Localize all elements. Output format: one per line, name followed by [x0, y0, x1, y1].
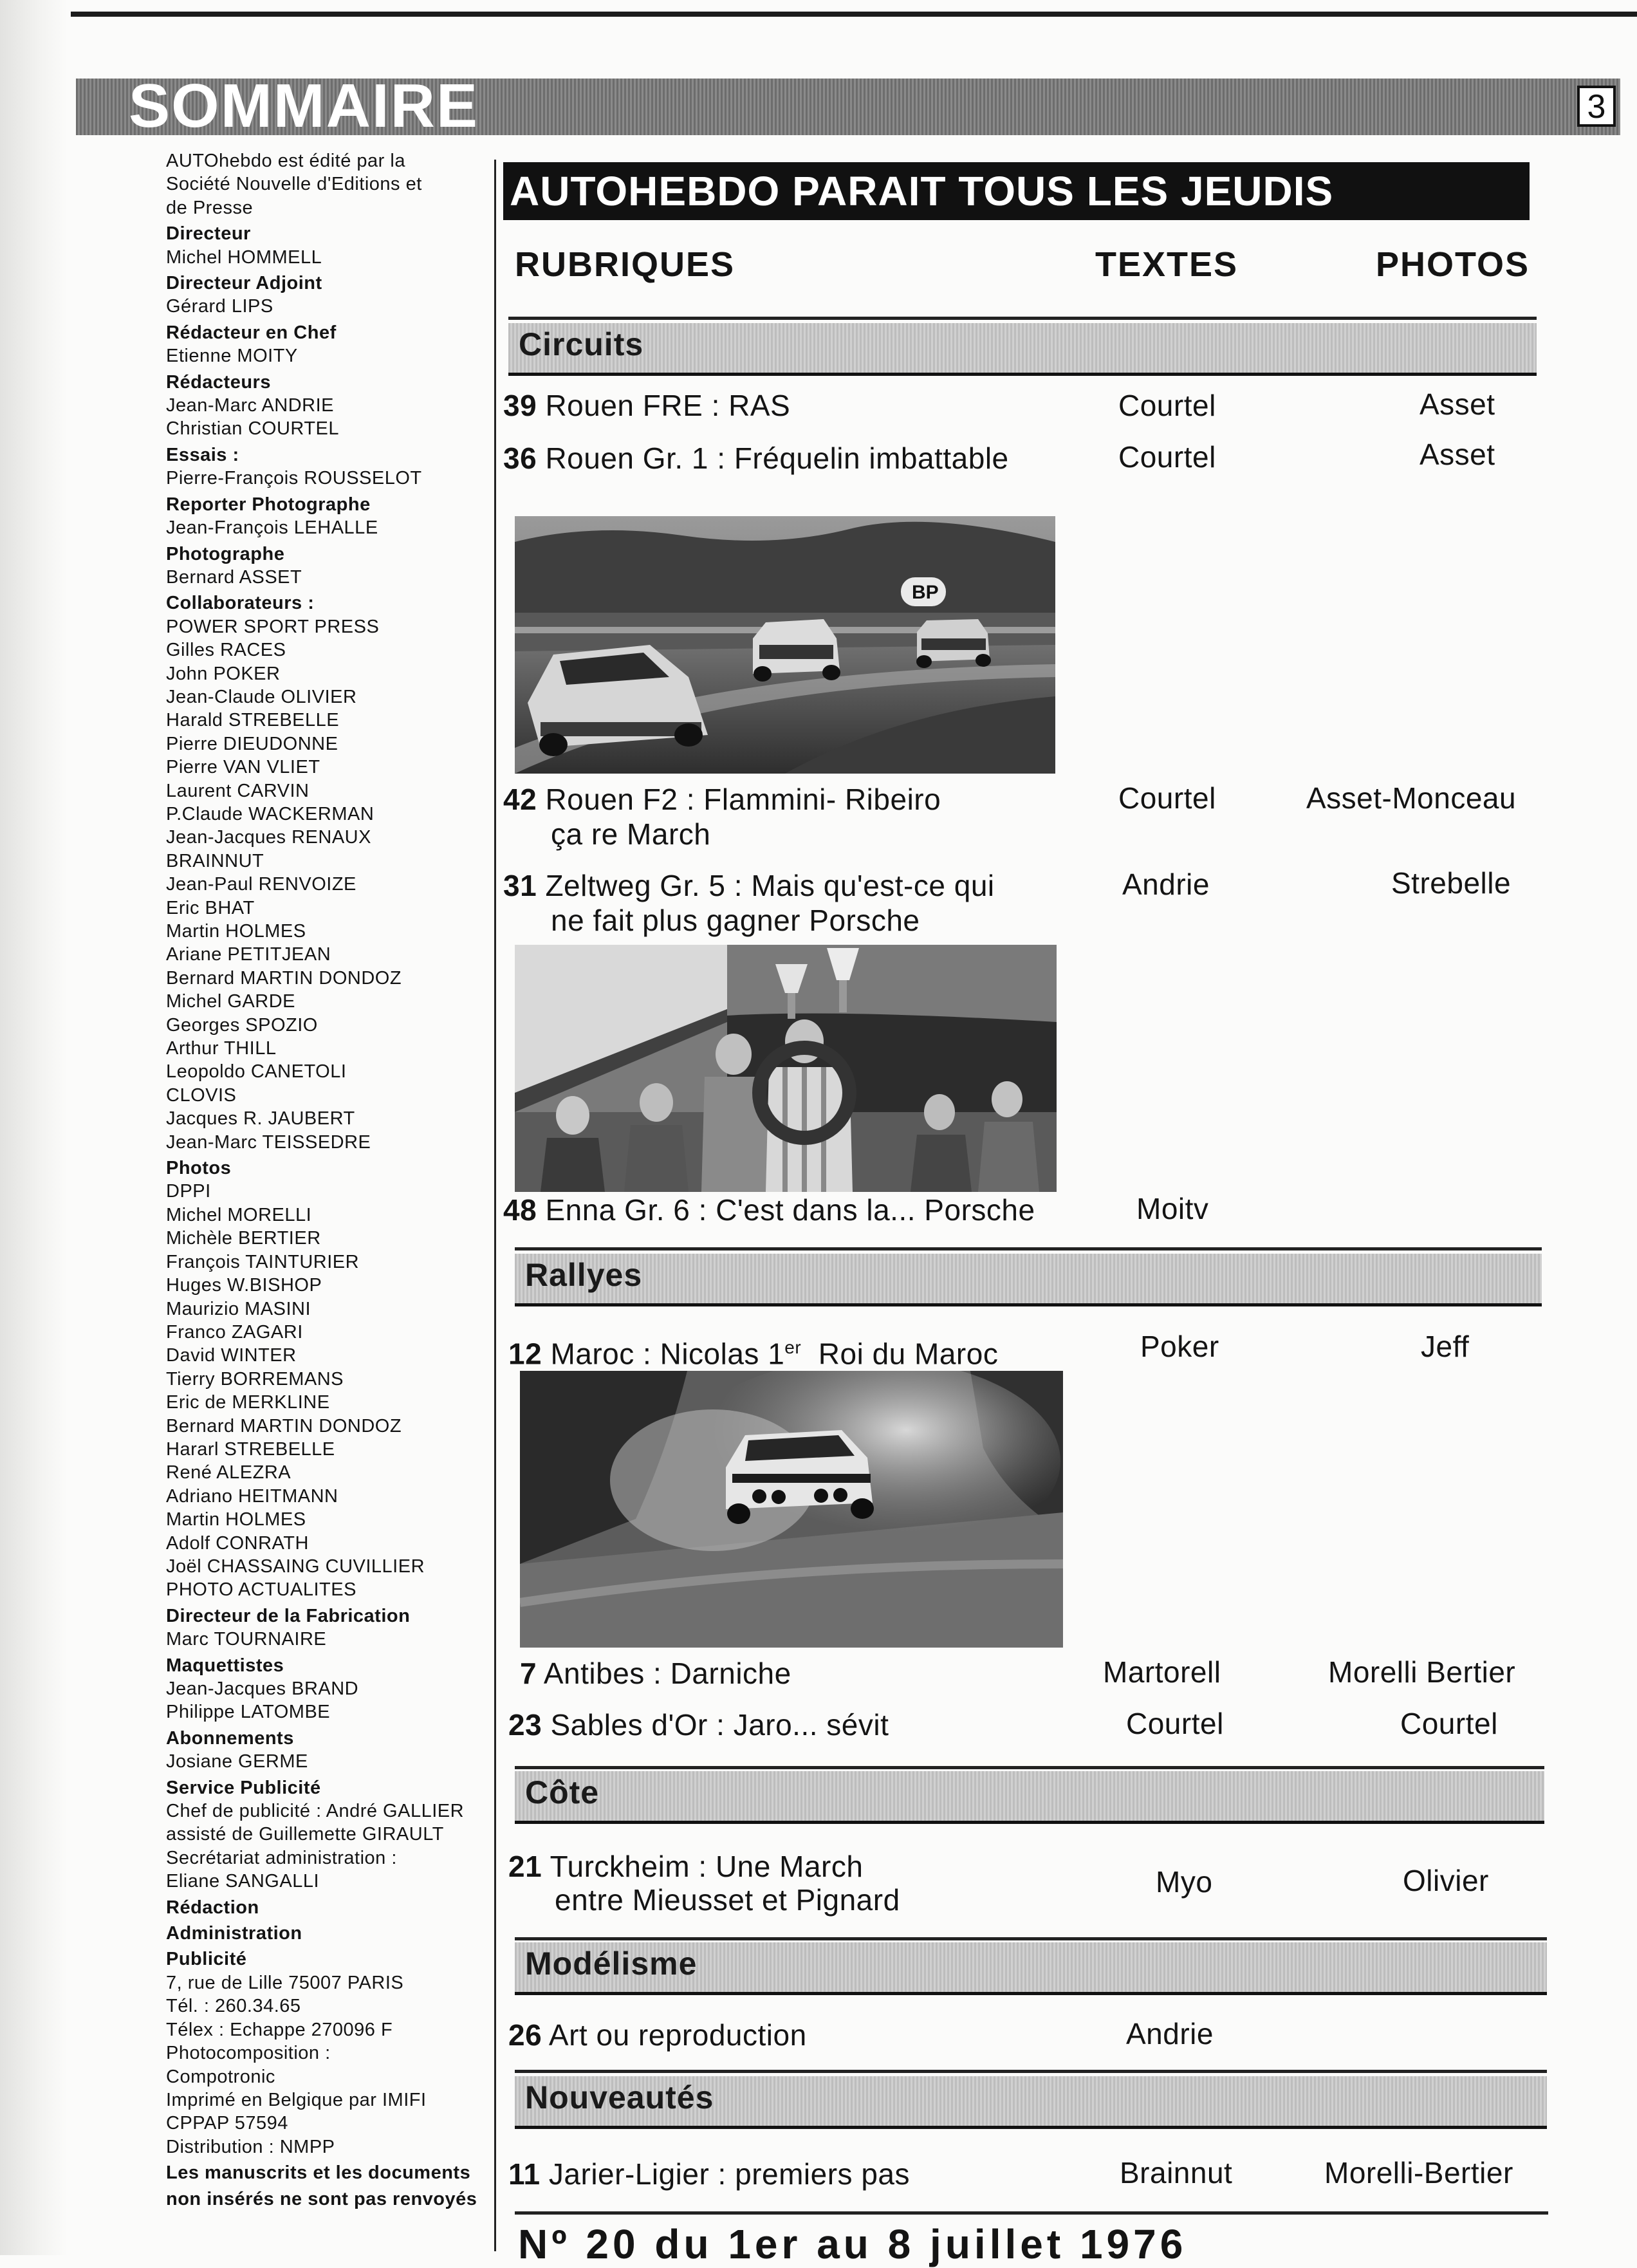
section-rule — [515, 1937, 1547, 1940]
page-ref: 26 — [508, 2018, 542, 2052]
staff-line: Josiane GERME — [166, 1751, 308, 1772]
section-circuits[interactable] — [508, 323, 1537, 376]
staff-line: DPPI — [166, 1181, 211, 1202]
staff-role: non insérés ne sont pas renvoyés — [166, 2188, 477, 2209]
entry-title: Jarier-Ligier : premiers pas — [548, 2157, 910, 2191]
staff-line: Jacques R. JAUBERT — [166, 1108, 355, 1129]
staff-line: Michel GARDE — [166, 991, 295, 1012]
staff-line: Distribution : NMPP — [166, 2136, 335, 2157]
staff-line: John POKER — [166, 663, 281, 684]
entry-photographer: Asset — [1420, 438, 1495, 471]
entry-author: Andrie — [1126, 2017, 1214, 2050]
staff-role: Collaborateurs : — [166, 593, 315, 614]
masthead-staff-list — [166, 149, 501, 2211]
staff-line: Eric de MERKLINE — [166, 1392, 330, 1413]
entry-photographer: Courtel — [1400, 1707, 1498, 1740]
staff-line: Joël CHASSAING CUVILLIER — [166, 1556, 425, 1577]
entry-author: Martorell — [1103, 1655, 1221, 1689]
staff-line: Secrétariat administration : — [166, 1847, 397, 1868]
staff-line: David WINTER — [166, 1345, 297, 1366]
staff-line: Adolf CONRATH — [166, 1532, 309, 1554]
staff-line: Tél. : 260.34.65 — [166, 1996, 301, 2017]
section-title: Rallyes — [525, 1257, 643, 1293]
entry-author: Poker — [1140, 1330, 1219, 1363]
entry-title: Antibes : Darniche — [543, 1657, 791, 1690]
staff-role: Photos — [166, 1158, 232, 1179]
entry-title: Maroc : Nicolas 1 — [550, 1337, 785, 1371]
entry-title-line2: ne fait plus gagner Porsche — [551, 904, 920, 937]
staff-line: Jean-Marc TEISSEDRE — [166, 1131, 371, 1153]
staff-line: P.Claude WACKERMAN — [166, 803, 375, 824]
staff-role: Rédaction — [166, 1897, 259, 1918]
entry-title-line2: entre Mieusset et Pignard — [555, 1883, 900, 1917]
entry-author: Courtel — [1118, 389, 1216, 422]
staff-line: Hararl STREBELLE — [166, 1438, 335, 1460]
staff-role: Administration — [166, 1923, 302, 1944]
bp-sign-text: BP — [912, 582, 939, 603]
page-ref: 31 — [503, 869, 537, 902]
staff-line: Photocomposition : — [166, 2043, 331, 2064]
staff-line: BRAINNUT — [166, 850, 264, 871]
staff-line: Philippe LATOMBE — [166, 1702, 331, 1723]
staff-line: Gilles RACES — [166, 640, 286, 661]
staff-line: Jean-François LEHALLE — [166, 517, 378, 539]
staff-role: Photographe — [166, 543, 285, 564]
staff-line: Jean-Jacques RENAUX — [166, 827, 371, 848]
entry-author: Courtel — [1118, 781, 1216, 815]
section-cote[interactable] — [515, 1771, 1544, 1824]
photo-maroc-rally — [520, 1371, 1063, 1648]
staff-line: AUTOhebdo est édité par la — [166, 151, 405, 171]
staff-line: Martin HOLMES — [166, 1509, 306, 1530]
entry-title-superscript: er — [784, 1337, 802, 1357]
staff-role: Directeur de la Fabrication — [166, 1605, 411, 1626]
entry-title: Rouen FRE : RAS — [545, 389, 791, 422]
staff-line: Télex : Echappe 270096 F — [166, 2019, 393, 2040]
entry-author: Andrie — [1122, 868, 1210, 901]
staff-line: Chef de publicité : André GALLIER — [166, 1801, 465, 1822]
entry-title: Art ou reproduction — [548, 2018, 807, 2052]
staff-line: René ALEZRA — [166, 1462, 291, 1483]
entry-title: Sables d'Or : Jaro... sévit — [550, 1708, 889, 1742]
staff-line: Pierre DIEUDONNE — [166, 733, 338, 754]
entry-title: Enna Gr. 6 : C'est dans la... Porsche — [545, 1193, 1035, 1227]
header-rule — [508, 317, 1537, 320]
staff-line: Bernard MARTIN DONDOZ — [166, 967, 402, 989]
staff-line: PHOTO ACTUALITES — [166, 1579, 356, 1601]
staff-role: Maquettistes — [166, 1655, 284, 1676]
entry-photographer: Strebelle — [1391, 866, 1512, 900]
staff-role: Les manuscrits et les documents — [166, 2162, 471, 2184]
top-rule — [71, 12, 1637, 17]
staff-line: Arthur THILL — [166, 1038, 277, 1059]
staff-line: Huges W.BISHOP — [166, 1275, 322, 1296]
section-rule — [515, 1766, 1544, 1769]
staff-line: Harald STREBELLE — [166, 710, 340, 731]
page-number: 3 — [1577, 86, 1616, 127]
toc-entry[interactable] — [508, 1848, 863, 1884]
staff-line: Société Nouvelle d'Editions et — [166, 174, 422, 195]
staff-line: François TAINTURIER — [166, 1251, 360, 1272]
entry-photographer: Asset-Monceau — [1306, 781, 1517, 815]
photo-zeltweg-podium — [515, 945, 1057, 1192]
entry-photographer: Jeff — [1421, 1330, 1470, 1363]
section-title: Circuits — [519, 326, 644, 362]
section-title: Côte — [525, 1774, 600, 1810]
footer-rule — [515, 2211, 1548, 2215]
column-divider — [494, 160, 496, 2251]
entry-title-end: Roi du Maroc — [818, 1337, 999, 1371]
staff-line: Jean-Paul RENVOIZE — [166, 874, 356, 895]
entry-photographer: Olivier — [1403, 1864, 1489, 1897]
entry-photographer: Morelli-Bertier — [1324, 2156, 1513, 2189]
toc-entry[interactable] — [508, 2017, 807, 2053]
staff-line: Laurent CARVIN — [166, 780, 310, 801]
issue-footer: Nº 20 du 1er au 8 juillet 1976 — [518, 2221, 1187, 2267]
section-rule — [515, 1247, 1542, 1250]
staff-line: CPPAP 57594 — [166, 2113, 288, 2134]
staff-role: Reporter Photographe — [166, 494, 371, 515]
section-rule — [515, 2070, 1547, 2073]
staff-line: POWER SPORT PRESS — [166, 616, 380, 637]
entry-title: Rouen F2 : Flammini- Ribeiro — [545, 783, 941, 816]
entry-author: Brainnut — [1120, 2156, 1233, 2189]
page-ref: 23 — [508, 1708, 542, 1742]
entry-author: Courtel — [1118, 440, 1216, 474]
page-ref: 48 — [503, 1193, 537, 1227]
staff-line: Jean-Claude OLIVIER — [166, 686, 357, 707]
staff-role: Essais : — [166, 444, 239, 465]
staff-line: Leopoldo CANETOLI — [166, 1061, 347, 1083]
staff-role: Publicité — [166, 1949, 247, 1970]
section-rallyes[interactable] — [515, 1254, 1542, 1306]
staff-line: Jean-Marc ANDRIE — [166, 395, 335, 416]
section-title: Modélisme — [525, 1946, 698, 1982]
toc-entry[interactable] — [503, 1192, 1035, 1228]
staff-role: Directeur — [166, 223, 251, 245]
staff-line: Tierry BORREMANS — [166, 1368, 344, 1390]
staff-line: de Presse — [166, 197, 254, 218]
staff-line: Michel HOMMELL — [166, 246, 322, 268]
staff-line: Eliane SANGALLI — [166, 1871, 320, 1892]
staff-role: Abonnements — [166, 1727, 294, 1749]
staff-line: Marc TOURNAIRE — [166, 1629, 327, 1650]
staff-line: Ariane PETITJEAN — [166, 944, 331, 965]
page-ref: 21 — [508, 1850, 542, 1883]
staff-line: Martin HOLMES — [166, 921, 306, 942]
staff-role: Service Publicité — [166, 1777, 321, 1798]
staff-line: Eric BHAT — [166, 897, 255, 918]
page-binding-shadow — [0, 0, 68, 2255]
entry-title: Turckheim : Une March — [550, 1850, 864, 1883]
section-title: Nouveautés — [525, 2079, 714, 2115]
page-title: SOMMAIRE — [129, 71, 479, 140]
column-header-photos: PHOTOS — [1376, 245, 1530, 284]
entry-title: Rouen Gr. 1 : Fréquelin imbattable — [545, 442, 1009, 475]
toc-entry[interactable] — [503, 781, 941, 817]
staff-line: CLOVIS — [166, 1084, 237, 1106]
staff-line: Michèle BERTIER — [166, 1228, 321, 1249]
staff-line: Compotronic — [166, 2066, 275, 2087]
entry-author: Courtel — [1126, 1707, 1224, 1740]
photo-rouen-race — [515, 516, 1055, 774]
staff-line: Maurizio MASINI — [166, 1298, 311, 1319]
staff-line: Christian COURTEL — [166, 418, 340, 440]
page-ref: 39 — [503, 389, 537, 422]
toc-entry[interactable] — [508, 1330, 998, 1371]
staff-line: Jean-Jacques BRAND — [166, 1678, 359, 1699]
column-header-textes: TEXTES — [1095, 245, 1239, 284]
page-ref: 11 — [508, 2157, 541, 2191]
entry-author: Moitv — [1136, 1192, 1209, 1225]
staff-line: Pierre VAN VLIET — [166, 757, 320, 778]
page-ref: 12 — [508, 1337, 542, 1371]
staff-line: Etienne MOITY — [166, 346, 298, 367]
entry-photographer: Morelli Bertier — [1328, 1655, 1516, 1689]
entry-title: Zeltweg Gr. 5 : Mais qu'est-ce qui — [545, 869, 995, 902]
toc-entry[interactable] — [503, 868, 995, 904]
staff-line: Pierre-François ROUSSELOT — [166, 468, 422, 489]
staff-line: Michel MORELLI — [166, 1204, 312, 1225]
staff-line: Georges SPOZIO — [166, 1014, 318, 1036]
staff-role: Rédacteurs — [166, 371, 271, 393]
staff-line: Franco ZAGARI — [166, 1321, 303, 1343]
staff-role: Directeur Adjoint — [166, 273, 322, 294]
staff-line: 7, rue de Lille 75007 PARIS — [166, 1972, 404, 1993]
toc-entry[interactable] — [508, 2156, 910, 2192]
staff-line: assisté de Guillemette GIRAULT — [166, 1824, 444, 1845]
staff-line: Bernard MARTIN DONDOZ — [166, 1415, 402, 1436]
toc-entry[interactable] — [520, 1655, 791, 1691]
page-ref: 42 — [503, 783, 537, 816]
entry-author: Myo — [1156, 1865, 1213, 1899]
section-modelisme[interactable] — [515, 1942, 1547, 1995]
staff-line: Bernard ASSET — [166, 566, 302, 588]
toc-entry[interactable] — [503, 387, 790, 423]
staff-line: Adriano HEITMANN — [166, 1485, 338, 1507]
publication-banner: AUTOHEBDO PARAIT TOUS LES JEUDIS — [503, 162, 1530, 220]
page-ref: 7 — [520, 1657, 537, 1690]
page-ref: 36 — [503, 442, 537, 475]
entry-photographer: Asset — [1420, 387, 1495, 421]
entry-title-line2: ça re March — [551, 817, 711, 851]
staff-line: Imprimé en Belgique par IMIFI — [166, 2089, 427, 2110]
staff-role: Rédacteur en Chef — [166, 322, 337, 343]
toc-entry[interactable] — [508, 1707, 889, 1743]
section-nouveautes[interactable] — [515, 2076, 1547, 2129]
staff-line: Gérard LIPS — [166, 296, 273, 317]
column-header-rubriques: RUBRIQUES — [515, 245, 735, 284]
toc-entry[interactable] — [503, 440, 1009, 476]
